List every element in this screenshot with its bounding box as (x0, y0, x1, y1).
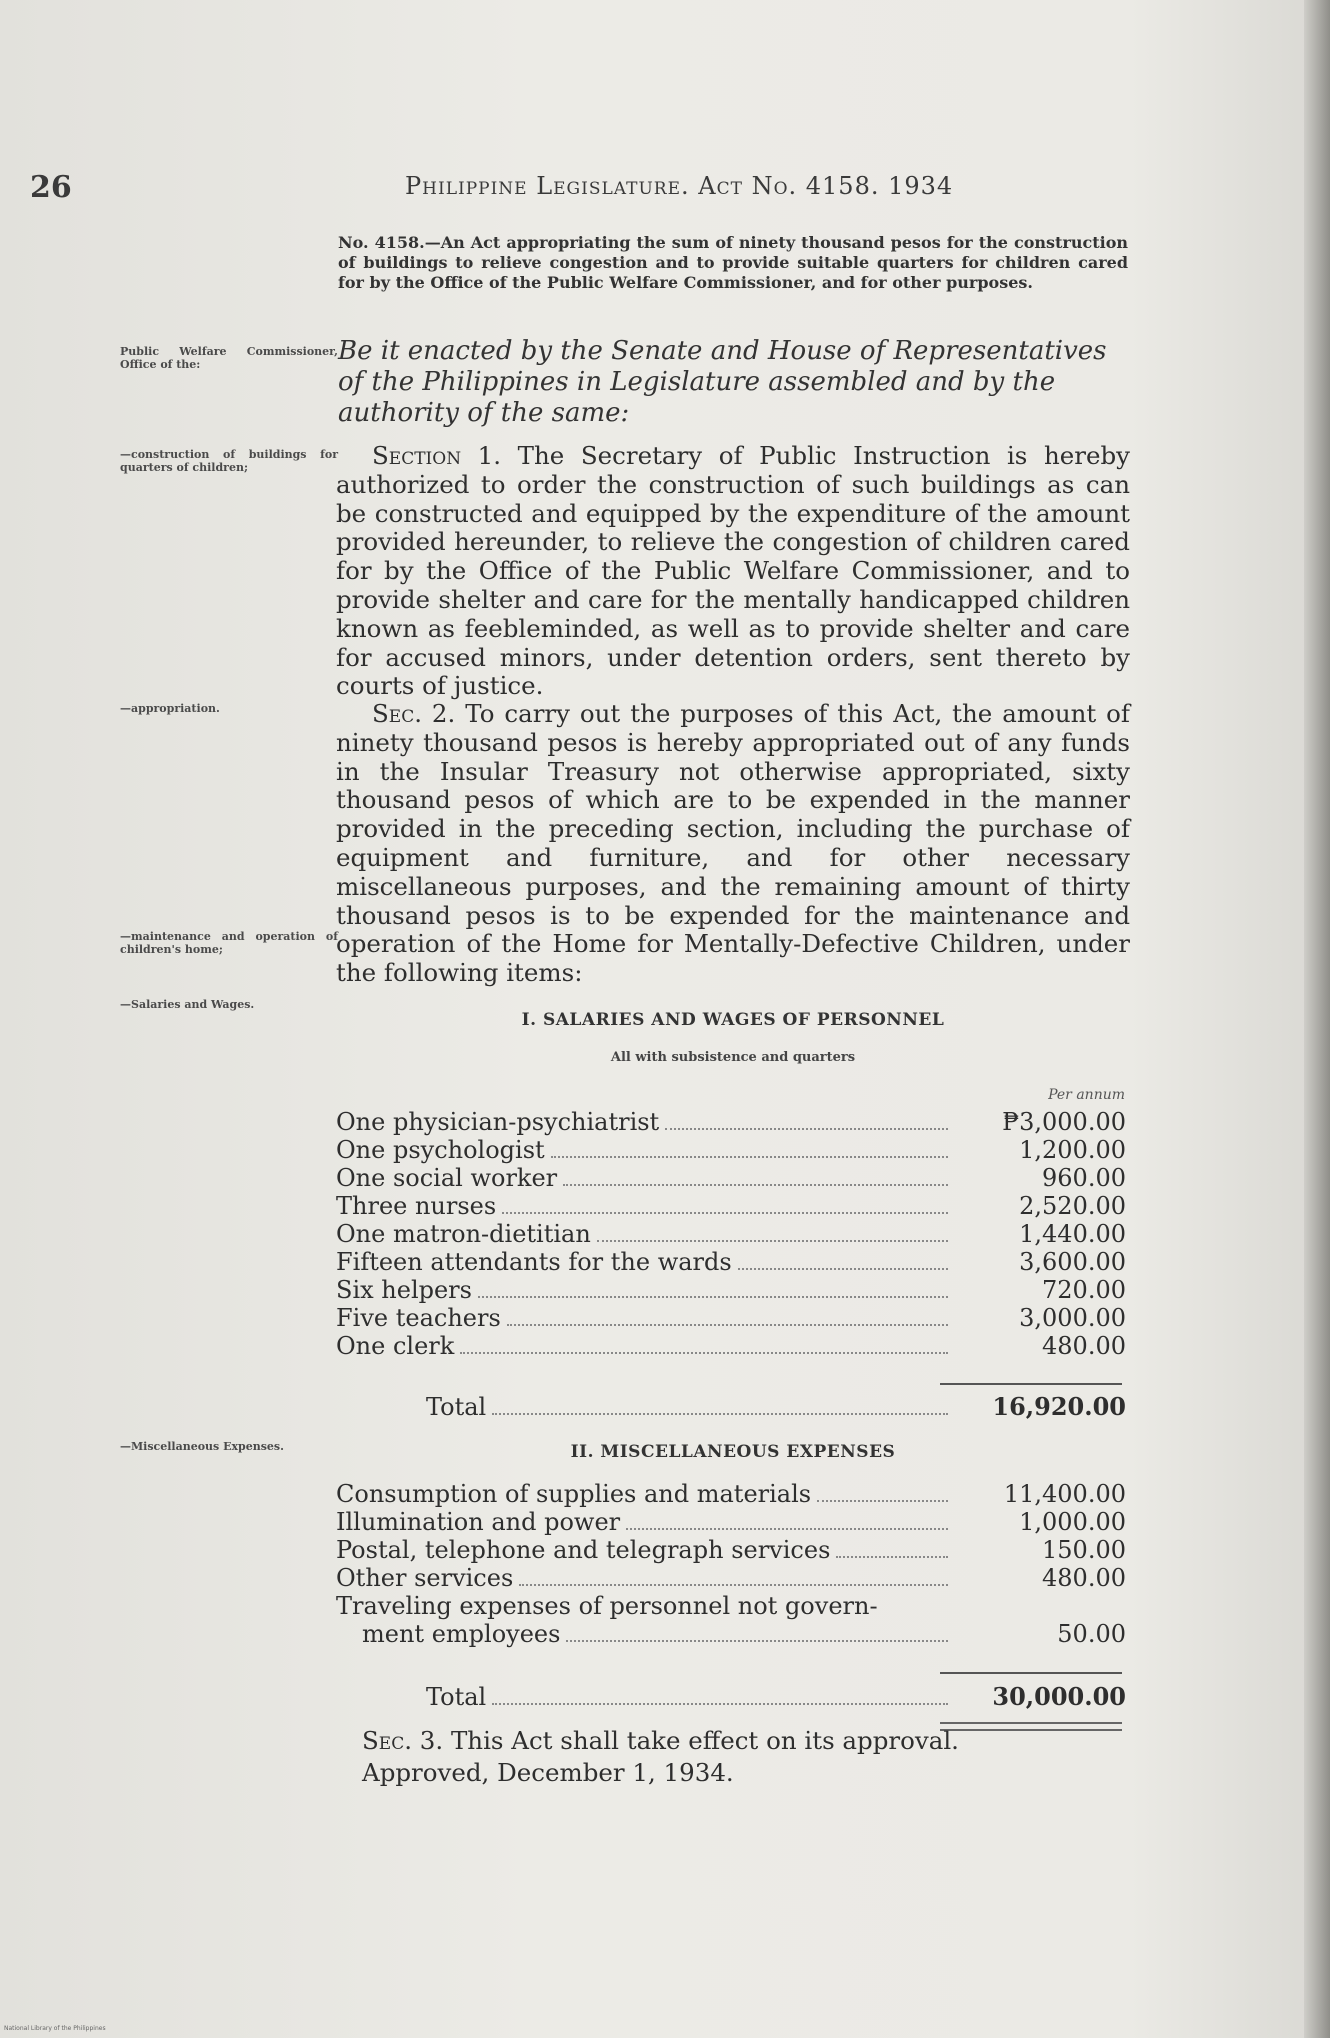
margin-note-appropriation: —appropriation. (120, 702, 220, 715)
salaries-table (336, 1108, 1126, 1360)
table-row: ment employees 50.00 (362, 1620, 1126, 1648)
misc-total (336, 1682, 1126, 1710)
section-3-label: Sec. 3. (362, 1726, 444, 1755)
table-row: One psychologist 1,200.00 (336, 1136, 1126, 1164)
margin-note-construction: —construction of buildings for quarters of children; (120, 448, 338, 474)
misc-total-rule (940, 1672, 1122, 1674)
section-1-text: The Secretary of Public Instruction is hereby authorized to order the construction of such buildings as can be constructed and equipped by the expenditure of the amount provided hereunder, to relieve the congestion of children cared for by the Office of the Public Welfare Commissioner, and to provide shelter and care for the mentally handicapped children known as feebleminded, as well as to provide shelter and care for accused minors, under detention orders, sent thereto by courts of justice. (336, 441, 1130, 701)
misc-heading: II. MISCELLANEOUS EXPENSES (570, 1442, 896, 1462)
running-head: Philippine Legislature. Act No. 4158. 1934 (405, 172, 954, 200)
table-row: One social worker 960.00 (336, 1164, 1126, 1192)
section-2 (336, 700, 1130, 988)
approval-date: Approved, December 1, 1934. (362, 1758, 734, 1787)
salaries-subheading: All with subsistence and quarters (610, 1050, 856, 1065)
per-annum-label: Per annum (1048, 1087, 1125, 1103)
table-row: Postal, telephone and telegraph services 150.00 (336, 1536, 1126, 1564)
margin-note-public-welfare: Public Welfare Commissioner, Office of the: (120, 345, 338, 371)
section-1 (336, 442, 1130, 701)
table-row: Other services 480.00 (336, 1564, 1126, 1592)
page-number: 26 (30, 170, 72, 205)
total-row: Total 30,000.00 (426, 1682, 1126, 1711)
salaries-total-rule (940, 1383, 1122, 1385)
section-2-label: Sec. 2. (372, 699, 456, 728)
act-title: No. 4158.—An Act appropriating the sum of ninety thousand pesos for the construction of buildings to relieve congestion and to provide suitable quarters for children cared for by the Office of the Public Welfare Commissioner, and for other purposes. (338, 233, 1128, 292)
misc-table (336, 1480, 1126, 1648)
table-row: Six helpers 720.00 (336, 1276, 1126, 1304)
table-row: One matron-dietitian 1,440.00 (336, 1220, 1126, 1248)
table-row: One clerk 480.00 (336, 1332, 1126, 1360)
table-row: Consumption of supplies and materials 11,400.00 (336, 1480, 1126, 1508)
enacting-clause: Be it enacted by the Senate and House of Representatives of the Philippines in Legislature assembled and by the authority of the same: (338, 336, 1107, 428)
page-edge-shadow (1304, 0, 1330, 2038)
section-2-text: To carry out the purposes of this Act, the amount of ninety thousand pesos is hereby appropriated out of any funds in the Insular Treasury not otherwise appropriated, sixty thousand pesos of which are to be expended in the manner provided in the preceding section, including the purchase of equipment and furniture, and for other necessary miscellaneous purposes, and the remaining amount of thirty thousand pesos is to be expended for the maintenance and operation of the Home for Mentally-Defective Children, under the following items: (336, 699, 1130, 988)
section-3-text: This Act shall take effect on its approval. (443, 1726, 959, 1755)
total-row: Total 16,920.00 (426, 1392, 1126, 1421)
margin-note-maintenance: —maintenance and operation of children's home; (120, 930, 338, 956)
table-row: Illumination and power 1,000.00 (336, 1508, 1126, 1536)
margin-note-misc: —Miscellaneous Expenses. (120, 1440, 284, 1453)
margin-note-salaries: —Salaries and Wages. (120, 998, 255, 1011)
closing-block (362, 1725, 1122, 1789)
table-row: Three nurses 2,520.00 (336, 1192, 1126, 1220)
table-row: Fifteen attendants for the wards 3,600.00 (336, 1248, 1126, 1276)
table-row: Traveling expenses of personnel not govern- (336, 1592, 878, 1620)
section-1-label: Section 1. (372, 441, 502, 470)
salaries-total (336, 1392, 1126, 1420)
salaries-heading: I. SALARIES AND WAGES OF PERSONNEL (521, 1010, 945, 1030)
table-row: Five teachers 3,000.00 (336, 1304, 1126, 1332)
footer-watermark: National Library of the Philippines (4, 2025, 106, 2032)
table-row: One physician-psychiatrist ₱3,000.00 (336, 1108, 1126, 1136)
